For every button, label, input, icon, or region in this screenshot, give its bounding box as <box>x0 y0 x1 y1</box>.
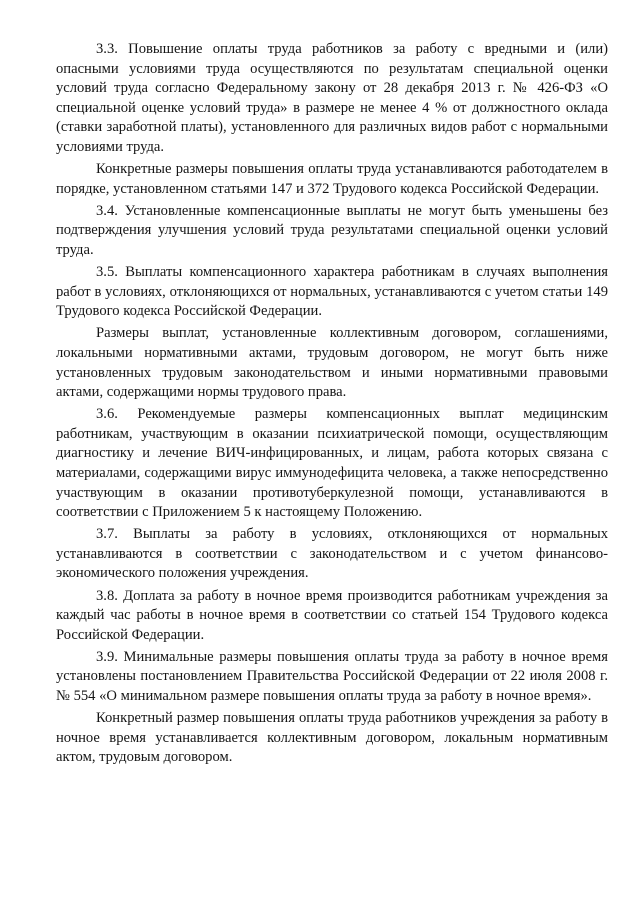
paragraph-3-8: 3.8. Доплата за работу в ночное время производится работникам учреждения за каждый час работы в ночное время в соответствии со статьей 154 Трудового кодекса Российской Федерации. <box>56 587 608 643</box>
paragraph-3-3: 3.3. Повышение оплаты труда работников за работу с вредными и (или) опасными условиями труда осуществляются по результатам специальной оценки условий труда согласно Федеральному закону от 28 декабря 2013 г. № 426-ФЗ «О специальной оценке условий труда» в размере не менее 4 % от должностного оклада (ставки заработной платы), установленного для различных видов работ с нормальными условиями труда. <box>56 41 608 155</box>
paragraph-3-7: 3.7. Выплаты за работу в условиях, отклоняющихся от нормальных устанавливаются в соответствии с законодательством и с учетом финансово-экономического положения учреждения. <box>56 526 608 582</box>
document-page <box>56 40 608 768</box>
paragraph-3-5: 3.5. Выплаты компенсационного характера работникам в случаях выполнения работ в условиях, отклоняющихся от нормальных, устанавливаются с учетом статьи 149 Трудового кодекса Российской Федерации. <box>56 264 608 320</box>
paragraph-payment-amounts: Размеры выплат, установленные коллективным договором, соглашениями, локальными нормативными актами, трудовым договором, не могут быть ниже установленных трудовым законодательством и иными нормативными правовыми актами, содержащими нормы трудового права. <box>56 325 608 401</box>
paragraph-specific-rates: Конкретные размеры повышения оплаты труда устанавливаются работодателем в порядке, установленном статьями 147 и 372 Трудового кодекса Российской Федерации. <box>56 161 608 197</box>
paragraph-3-4: 3.4. Установленные компенсационные выплаты не могут быть уменьшены без подтверждения улучшения условий труда результатами специальной оценки условий труда. <box>56 202 608 258</box>
paragraph-3-9: 3.9. Минимальные размеры повышения оплаты труда за работу в ночное время установлены постановлением Правительства Российской Федерации от 22 июля 2008 г. № 554 «О минимальном размере повышения оплаты труда за работу в ночное время». <box>56 648 608 704</box>
paragraph-3-6: 3.6. Рекомендуемые размеры компенсационных выплат медицинским работникам, участвующим в оказании психиатрической помощи, осуществляющим диагностику и лечение ВИЧ-инфицированных, и лицам, работа которых связана с материалами, содержащими вирус иммунодефицита человека, а также непосредственно участвующим в оказании противотуберкулезной помощи, устанавливаются в соответствии с Приложением 5 к настоящему Положению. <box>56 406 608 521</box>
paragraph-night-work-rate: Конкретный размер повышения оплаты труда работников учреждения за работу в ночное время устанавливается коллективным договором, локальным нормативным актом, трудовым договором. <box>56 710 608 766</box>
